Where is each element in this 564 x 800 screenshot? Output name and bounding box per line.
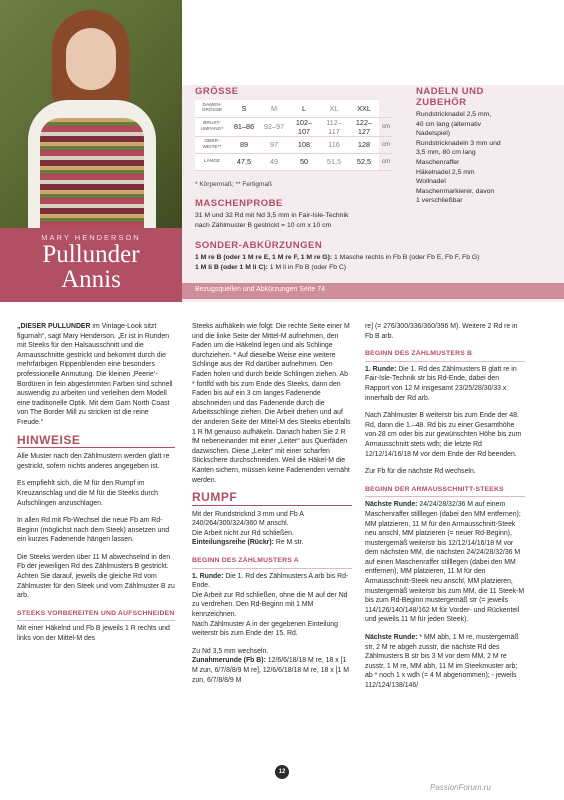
steeks-heading: STEEKS VORBEREITEN UND AUFSCHNEIDEN (17, 609, 175, 622)
size-cell: 112–117 (319, 117, 349, 136)
intro-lead: „DIESER PULLUNDER (17, 323, 91, 330)
rumpf-heading: RUMPF (192, 493, 352, 506)
list-item: Häkelnadel 2,5 mm (416, 168, 475, 176)
paragraph: Mit der Rundstricknd 3 mm und Fb A 240/264/300/324/360 M anschl. (192, 510, 304, 528)
nadeln-heading-line: ZUBEHÖR (416, 97, 467, 108)
sonder-term: 1 M re B (oder 1 M re E, 1 M re F, 1 M re G): (195, 254, 333, 261)
sonder-definition: 1 M li in Fb B (oder Fb C) (267, 263, 347, 271)
paragraph: Es empfiehlt sich, die M für den Rumpf im Kreuzanschlag und die M für die Steeks durch Aufschlingen anzuschlagen. (17, 480, 158, 507)
size-table (195, 100, 393, 171)
table-row (195, 117, 393, 136)
paragraph: Die Steeks werden über 11 M abwechselnd in den Fb der jeweiligen Rd des Zählmusters B gestrickt. Achten Sie darauf, jeweils die gleiche Rd vom Zählmuster für den Steek und vom Zählmuster B zu arb. (17, 553, 175, 600)
size-cell: S (229, 100, 259, 117)
row-text: Die 1. Rd des Zählmusters A arb bis Rd-Ende. (192, 572, 349, 590)
paragraph: Steeks aufhäkeln wie folgt: Die rechte Seite einer M und die linke Seite der Mittel-M aufnehmen, den Faden um die Häkelnd legen und als Schlinge durchziehen. * Auf dieselbe Weise eine weitere Schlinge aus der Rd darüber aufnehmen. Den Faden holen und durch beide Schlingen ziehen. Ab * fortlfd wdh bis zum Ende des Steeks, dann den Faden bis auf ein 3 cm langes Fadenende abschneiden und das Fadenende durch die Arbeitsschlinge ziehen. Die Arbeit drehen und auf der anderen Seite der Mittel-M des Steeks ebenfalls 1 R fM genauso aufhäkeln. Danach haben Sie 2 R fM nebeneinander mit einer „Leiter“ aus Querfäden dazwischen. Diese „Leiter“ mit einer scharfen Stickschere durchschneiden. Weil die Häkel-M die Kanten sichern, müssen keine Fadenenden vernäht werden. (192, 323, 351, 484)
size-unit (379, 100, 393, 117)
maschenprobe-text (195, 211, 395, 230)
row-term: Einteilungsreihe (Rückr): (192, 539, 274, 547)
list-item: Nadelspiel) (416, 130, 451, 138)
watermark: PassionForum.ru (430, 783, 491, 792)
size-unit: cm (379, 117, 393, 136)
size-footnote: * Körpermaß; ** Fertigmaß (195, 181, 272, 188)
sonder-text (195, 253, 560, 272)
paragraph: Alle Muster nach den Zählmustern werden glatt re gestrickt, sofern nichts anderes angegeben ist. (17, 453, 170, 470)
row-term: Nächste Runde: (365, 501, 418, 509)
sonder-term: 1 M li B (oder 1 M li C): (195, 263, 268, 271)
row-term: Zunahmerunde (Fb B): (192, 657, 266, 665)
list-item: 40 cm lang (alternativ (416, 120, 481, 128)
nadeln-heading-line: NADELN UND (416, 86, 484, 97)
model-photo (0, 0, 182, 228)
paragraph: Zur Fb für die nächste Rd wechseln. (365, 468, 476, 476)
size-unit: cm (379, 153, 393, 170)
intro-paragraph (17, 322, 175, 428)
designer-name: MARY HENDERSON (41, 233, 141, 242)
table-row (195, 136, 393, 153)
list-item: 3,5 mm, 80 cm lang (416, 149, 476, 157)
size-cell: M (259, 100, 289, 117)
table-row (195, 100, 393, 117)
paragraph (365, 500, 525, 625)
beginn-b-heading: BEGINN DES ZÄHLMUSTERS B (365, 349, 525, 362)
size-cell: XXL (349, 100, 379, 117)
paragraph: Die Arbeit zur Rd schließen, ohne die M auf der Nd zu verdrehen. Den Rd-Beginn mit 1 MM kennzeichnen. (192, 591, 348, 619)
row-term: 1. Runde: (192, 572, 224, 580)
paragraph (192, 538, 352, 548)
size-cell: XL (319, 100, 349, 117)
paragraph: Nach Zählmuster A in der gegebenen Einteilung weiterstr bis zum Ende der 15. Rd. (192, 620, 338, 638)
pattern-title-line2: Annis (61, 266, 121, 293)
info-top-area (182, 0, 564, 85)
maschenprobe-heading: MASCHENPROBE (195, 198, 283, 209)
size-cell: 102–107 (289, 117, 319, 136)
size-cell: 128 (349, 136, 379, 153)
paragraph: Mit einer Häkelnd und Fb B jeweils 1 R rechts und links von der Mittel-M des (17, 625, 170, 643)
sonder-heading: SONDER-ABKÜRZUNGEN (195, 240, 323, 251)
size-cell: 47,5 (229, 153, 259, 170)
column-1 (17, 322, 175, 652)
size-cell: 51,5 (319, 153, 349, 170)
row-text: Re M str. (273, 539, 304, 547)
size-row-label: DAMEN-GRÖSSE (195, 100, 229, 117)
list-item: 1 verschließbar (416, 197, 463, 205)
photo-face (66, 28, 116, 90)
column-2 (192, 322, 352, 685)
sonder-line (195, 263, 560, 273)
size-cell: L (289, 100, 319, 117)
row-text: 24/24/28/32/36 M auf einem Maschenraffer stilllegen (dabei den MM entfernen); MM platzieren, 11 M für den Armausschnitt-Steek neu anschl, MM platzieren (= neuer Rd-Beginn), mustergemäß weiterstr bis 12/12/14/16/18 M vor dem nächsten MM, die nächsten 24/24/28/32/36 M auf einen Maschenraffer stilllegen (dabei den MM entfernen), MM platzieren, 11 M für den Armausschnitt-Steek neu anschl, MM platzieren, mustergemäß weiterstr bis zum MM, die 11 Steek-M bis zum Rd-Beginn mustergemäß str (= jeweils 114/126/140/148/162 M für Vorder- und Rückenteil und jeweils 11 M für jeden Steek). (365, 501, 525, 624)
paragraph: Zu Nd 3,5 mm wechseln. (192, 647, 269, 655)
list-item: Rundstricknadel 2,5 mm, (416, 111, 492, 118)
source-link[interactable]: Bezugsquellen und Abkürzungen Seite 74 (195, 286, 325, 293)
photo-vest (40, 118, 144, 228)
maschenprobe-line: nach Zählmuster B gestrickt = 10 cm x 10 cm (195, 221, 332, 229)
hinweise-heading: HINWEISE (17, 436, 175, 449)
groesse-heading: GRÖSSE (195, 86, 239, 97)
row-text: Die 1. Rd des Zählmusters B glatt re in Fair-Isle-Technik str bis Rd-Ende, dabei den Rapport von 12 M insgesamt 23/25/28/30/33 x innerhalb der Rd arb. (365, 365, 517, 402)
sonder-line (195, 253, 560, 263)
list-item: Maschenmarkierer, davon (416, 187, 495, 195)
paragraph (192, 572, 352, 591)
table-row (195, 153, 393, 170)
size-cell: 116 (319, 136, 349, 153)
size-unit: cm (379, 136, 393, 153)
nadeln-heading (416, 86, 556, 108)
list-item: Wollnadel (416, 178, 446, 186)
row-text: 12/6/6/18/18 M re, 18 x [1 M zun, 6/7/8/8/9 M re], 12/6/6/18/18 M re, 18 x [1 M zun, 6/7/8/8/9 M (192, 657, 350, 684)
row-text: * MM abh, 1 M re, mustergemäß str, 2 M re abgeh zusstr, die nächste Rd des Zählmusters B str bis 3 M vor dem MM, 2 M re zusstr, 1 M re, MM abh, 11 M im Steekmuster arb; ab * noch 1 x wdh (= 4 M abgenommen); - jeweils 112/124/138/146/ (365, 634, 519, 689)
row-term: Nächste Runde: (365, 634, 418, 642)
size-cell: 97 (259, 136, 289, 153)
size-row-label: LÄNGE (195, 153, 229, 170)
size-row-label: BRUST-UMFANG* (195, 117, 229, 136)
size-cell: 92–97 (259, 117, 289, 136)
maschenprobe-line: 31 M und 32 Rd mit Nd 3,5 mm in Fair-Isle-Technik (195, 212, 349, 219)
paragraph (365, 365, 525, 403)
list-item: Maschenraffer (416, 158, 460, 166)
arm-heading: BEGINN DER ARMAUSSCHNITT-STEEKS (365, 485, 525, 498)
pattern-title-line1: Pullunder (42, 241, 140, 268)
size-cell: 89 (229, 136, 259, 153)
nadeln-list (416, 110, 556, 206)
paragraph (192, 656, 352, 685)
paragraph: Die Arbeit nicht zur Rd schließen. (192, 529, 294, 537)
size-cell: 122–127 (349, 117, 379, 136)
row-term: 1. Runde: (365, 365, 397, 373)
list-item: Rundstricknadeln 3 mm und (416, 139, 501, 147)
intro-text: im Vintage-Look sitzt figurnah“, sagt Mary Henderson. „Er ist in Runden mit Steeks für den Halsausschnitt und die Armausschnitte gestrickt und bekommt durch die mehrfarbigen Rippenblenden eine besonders professionelle Anmutung. Die kleinen ‚Peerie‘-Bordüren in fein abgestimmten Farben sind schnell auswendig zu arbeiten und verleihen dem Modell eine traditionelle Optik. Mit dem Garn North Coast von The Border Mill zu stricken ist die reine Freude.“ (17, 323, 173, 426)
size-cell: 81–86 (229, 117, 259, 136)
paragraph: In allen Rd mit Fb-Wechsel die neue Fb am Rd-Beginn (möglichst nach dem Steek) ansetzen und ein kurzes Fadenende hängen lassen. (17, 517, 170, 544)
column-3 (365, 322, 525, 691)
paragraph (365, 633, 525, 691)
size-cell: 52,5 (349, 153, 379, 170)
size-cell: 50 (289, 153, 319, 170)
size-cell: 108 (289, 136, 319, 153)
sonder-definition: 1 Masche rechts in Fb B (oder Fb E, Fb F, Fb G) (332, 254, 480, 261)
size-cell: 49 (259, 153, 289, 170)
size-row-label: OBER-WEITE** (195, 136, 229, 153)
page-number: 12 (275, 765, 289, 779)
paragraph: re] (= 276/300/336/360/396 M). Weitere 2 Rd re in Fb B arb. (365, 323, 518, 340)
paragraph: Nach Zählmuster B weiterstr bis zum Ende der 48. Rd, dann die 1.–48. Rd bis zu einer Gesamthöhe von 28 cm oder bis zur gewünschten Höhe bis zum Armausschnitt stets wdh; die letzte Rd 12/12/14/16/18 M vor dem Ende der Rd beenden. (365, 412, 522, 458)
beginn-a-heading: BEGINN DES ZÄHLMUSTERS A (192, 556, 352, 569)
